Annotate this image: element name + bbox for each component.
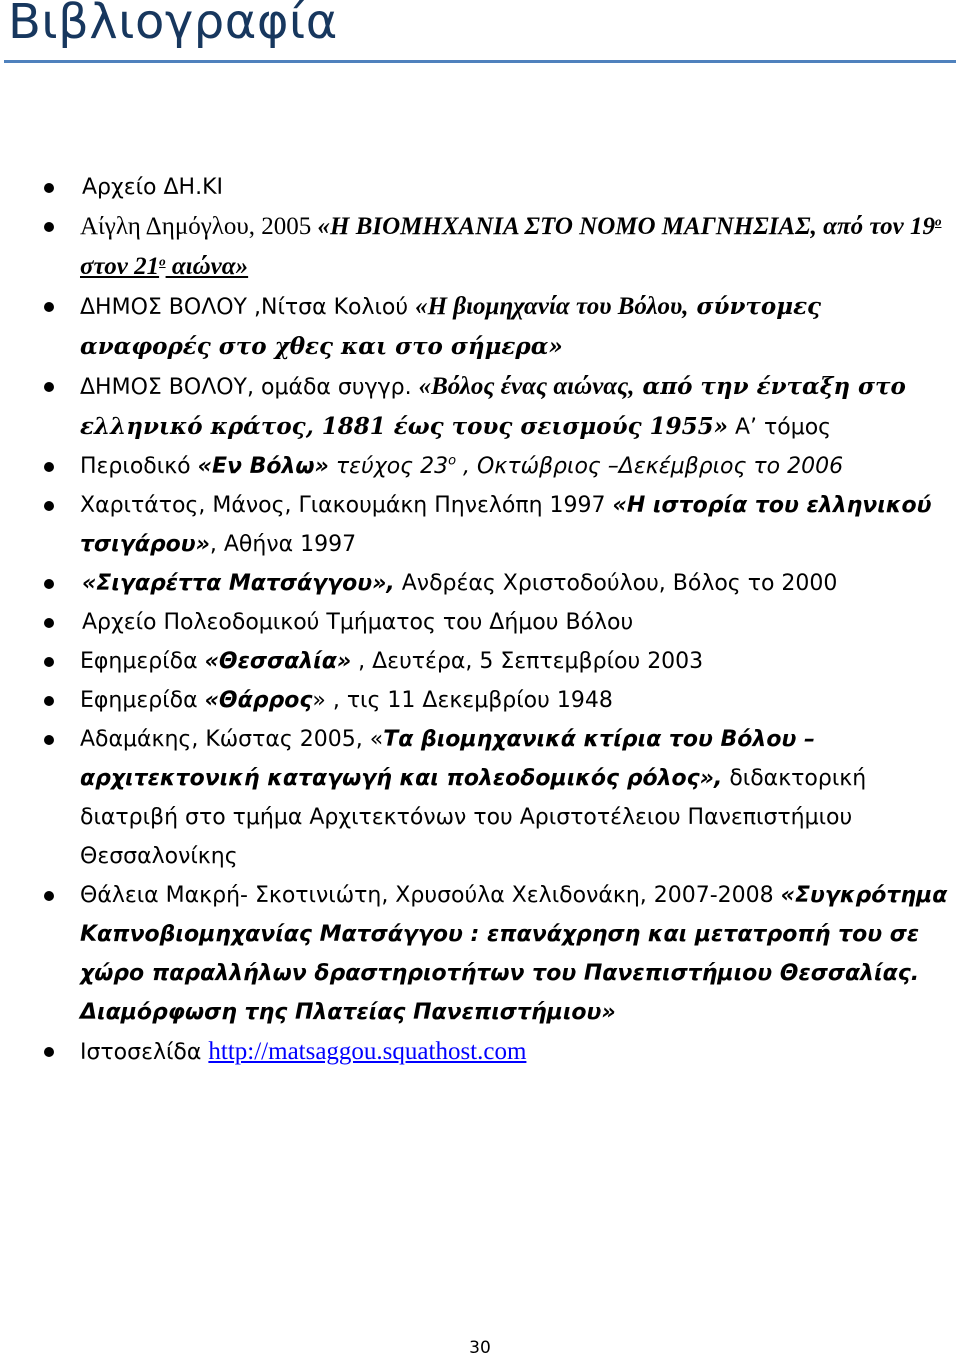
bullet-icon xyxy=(44,579,54,589)
bibliography-entry xyxy=(0,720,960,876)
entry-work-title: «Εν Βόλω» xyxy=(197,454,329,479)
entry-author: Αίγλη Δημόγλου, 2005 xyxy=(80,213,318,240)
entry-date: , Δευτέρα, 5 Σεπτεμβρίου 2003 xyxy=(351,649,704,674)
bullet-icon xyxy=(44,891,54,901)
bullet-icon xyxy=(44,382,54,392)
bibliography-entry xyxy=(0,287,960,367)
entry-work-title: «Η ΒΙΟΜΗΧΑΝΙΑ ΣΤΟ ΝΟΜΟ ΜΑΓΝΗΣΙΑΣ, από τον 19 xyxy=(317,213,935,240)
entry-work-title: «Σιγαρέττα Ματσάγγου», xyxy=(82,571,395,596)
bullet-icon xyxy=(44,222,54,232)
entry-date: » , τις 11 Δεκεμβρίου 1948 xyxy=(312,688,613,713)
bullet-icon xyxy=(44,657,54,667)
bibliography-entry xyxy=(0,642,960,681)
entry-work-title: στον 21 xyxy=(80,253,160,280)
bibliography-list xyxy=(0,168,960,1072)
entry-work-title: «Συγκρότημα Καπνοβιομηχανίας Ματσάγγου : επανάχρηση και μετατροπή του σε χώρο παραλλήλων δραστηριοτήτων του Πανεπιστήμιου Θεσσαλίας. Διαμόρφωση της Πλατείας Πανεπιστήμιου» xyxy=(80,883,948,1025)
bullet-icon xyxy=(44,501,54,511)
bullet-icon xyxy=(44,183,54,193)
bibliography-entry xyxy=(0,603,960,642)
entry-work-title: Τα βιομηχανικά κτίρια του Βόλου – αρχιτεκτονική καταγωγή και πολεοδομικός ρόλος», xyxy=(80,727,815,791)
entry-volume: Α’ τόμος xyxy=(727,415,832,440)
entry-source-type: Εφημερίδα xyxy=(80,649,205,674)
entry-work-title: «Η ιστορία του ελληνικού τσιγάρου» xyxy=(80,493,932,557)
entry-work-title: «Θάρρος xyxy=(204,688,313,713)
entry-superscript: ο xyxy=(448,453,457,469)
bullet-icon xyxy=(44,302,54,312)
page-number: 30 xyxy=(469,1338,491,1358)
entry-text: Αρχείο Πολεοδομικού Τμήματος του Δήμου Βόλου xyxy=(82,610,634,635)
entry-text: Αρχείο ΔΗ.ΚΙ xyxy=(82,175,224,200)
entry-work-title: «Θεσσαλία» xyxy=(204,649,352,674)
entry-author: ΔΗΜΟΣ ΒΟΛΟΥ ,Νίτσα Κολιού xyxy=(80,295,416,320)
entry-date: , Οκτώβριος –Δεκέμβριος το 2006 xyxy=(456,454,844,479)
page-title: Βιβλιογραφία xyxy=(8,0,338,50)
entry-author: Χαριτάτος, Μάνος, Γιακουμάκη Πηνελόπη 1997 xyxy=(80,493,613,518)
bibliography-entry xyxy=(0,207,960,287)
entry-work-subtitle: σύντομες αναφορές στο χθες και στο σήμερα» xyxy=(80,293,822,360)
entry-author: ΔΗΜΟΣ ΒΟΛΟΥ, ομάδα συγγρ. xyxy=(80,375,419,400)
title-underline-rule xyxy=(4,60,956,63)
entry-issue: τεύχος 23 xyxy=(328,454,449,479)
entry-work-title: «Η βιομηχανία του Βόλου, xyxy=(415,293,689,320)
bibliography-entry xyxy=(0,367,960,447)
entry-place-year: , Αθήνα 1997 xyxy=(209,532,357,557)
bibliography-entry xyxy=(0,564,960,603)
bullet-icon xyxy=(44,696,54,706)
entry-work-title: αιώνα» xyxy=(165,253,249,280)
entry-description: διδακτορική διατριβή στο τμήμα Αρχιτεκτόνων του Αριστοτέλειου Πανεπιστήμιου Θεσσαλονίκης xyxy=(80,766,867,869)
bibliography-entry xyxy=(0,447,960,486)
entry-author: Αδαμάκης, Κώστας 2005, « xyxy=(80,727,384,752)
entry-source-type: Περιοδικό xyxy=(80,454,198,479)
entry-work-subtitle: από την ένταξη στο ελληνικό κράτος, 1881 έως τους σεισμούς 1955» xyxy=(80,373,906,440)
bibliography-entry xyxy=(0,1032,960,1072)
entry-superscript: ο xyxy=(934,213,942,229)
bibliography-entry xyxy=(0,681,960,720)
bullet-icon xyxy=(44,1047,54,1057)
bullet-icon xyxy=(44,618,54,628)
bibliography-entry xyxy=(0,168,960,207)
entry-superscript: ο xyxy=(159,253,166,269)
entry-author: Θάλεια Μακρή- Σκοτινιώτη, Χρυσούλα Χελιδονάκη, 2007-2008 xyxy=(80,883,781,908)
entry-source-type: Εφημερίδα xyxy=(80,688,205,713)
bullet-icon xyxy=(44,735,54,745)
entry-work-title: «Βόλος ένας αιώνας, xyxy=(418,373,635,400)
bullet-icon xyxy=(44,462,54,472)
bibliography-entry xyxy=(0,876,960,1032)
bibliography-entry xyxy=(0,486,960,564)
entry-author: Ανδρέας Χριστοδούλου, Βόλος το 2000 xyxy=(394,571,838,596)
website-link[interactable]: http://matsaggou.squathost.com xyxy=(208,1038,527,1065)
entry-source-type: Ιστοσελίδα xyxy=(80,1040,209,1065)
